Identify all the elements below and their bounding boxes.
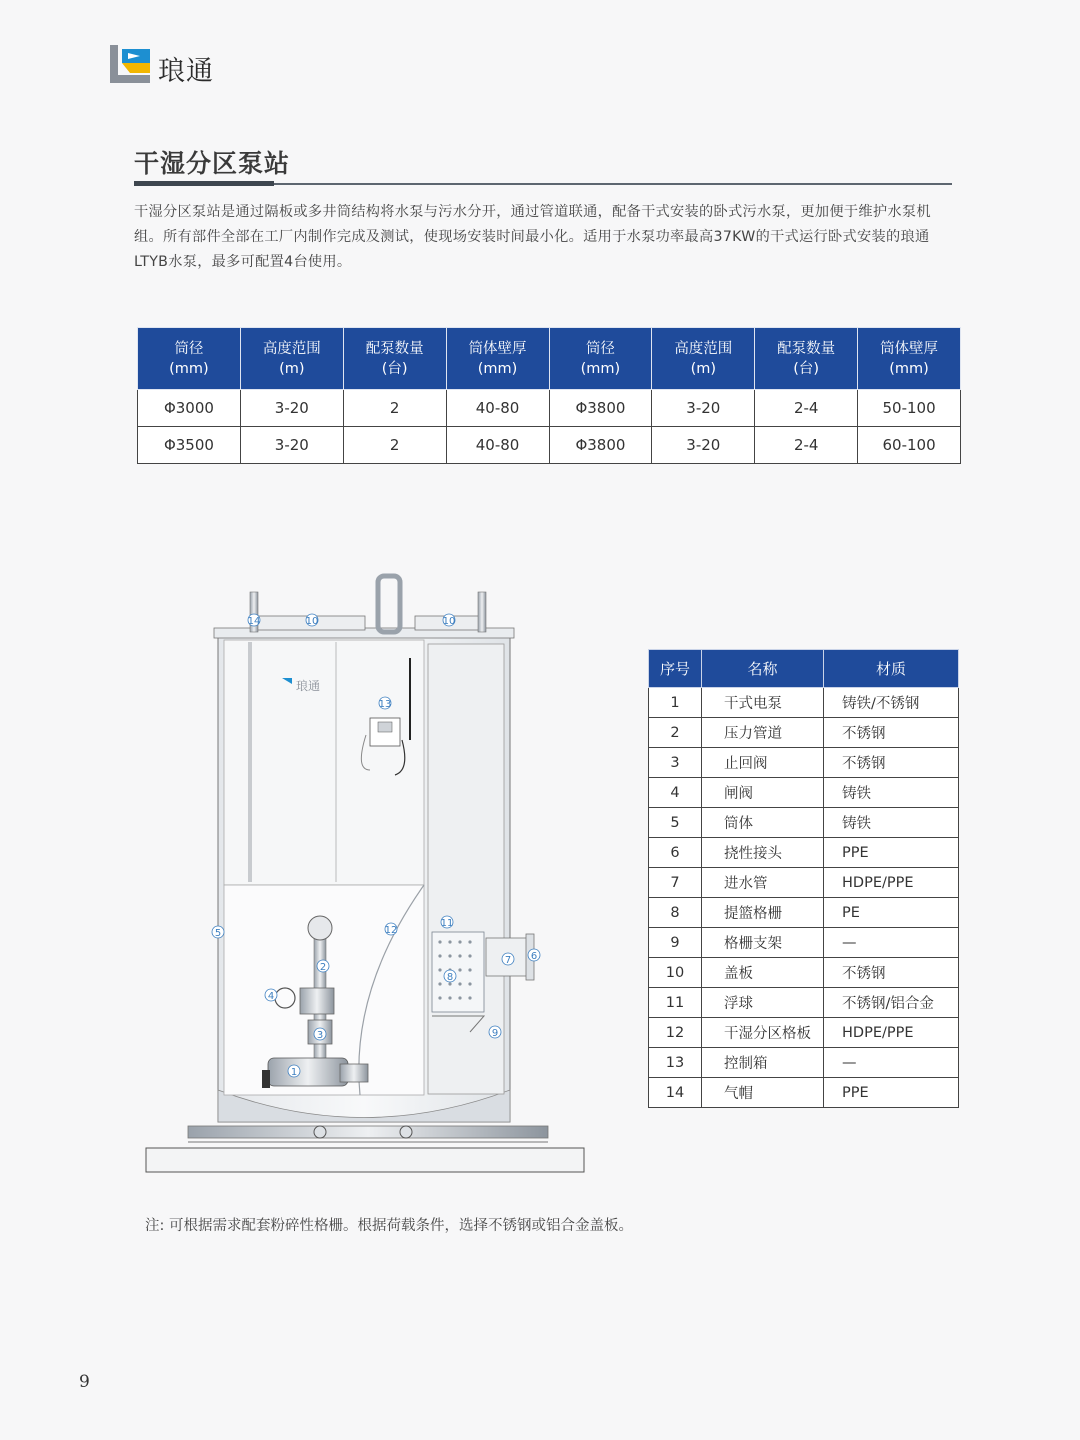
table-row xyxy=(649,1018,959,1048)
svg-text:2: 2 xyxy=(319,962,327,973)
spec-header-cell: 筒径 (mm) xyxy=(549,328,652,390)
brand-logo xyxy=(110,45,220,85)
table-cell: 铸铁/不锈钢 xyxy=(824,688,959,718)
page-title: 干湿分区泵站 xyxy=(134,149,291,178)
callout-11 xyxy=(441,916,454,929)
svg-text:3: 3 xyxy=(316,1030,324,1041)
table-cell: 50-100 xyxy=(858,390,961,427)
callout-10a xyxy=(306,614,319,627)
table-cell: 40-80 xyxy=(446,427,549,464)
spec-header-cell: 高度范围 (m) xyxy=(652,328,755,390)
spec-table xyxy=(137,327,961,464)
callout-10b xyxy=(443,614,456,627)
svg-text:9: 9 xyxy=(491,1028,499,1039)
table-cell: 进水管 xyxy=(702,868,824,898)
table-cell: 2 xyxy=(343,390,446,427)
table-cell: 气帽 xyxy=(702,1078,824,1108)
callout-12 xyxy=(385,923,398,936)
svg-text:5: 5 xyxy=(214,928,222,939)
svg-text:10: 10 xyxy=(442,616,456,627)
table-row xyxy=(649,808,959,838)
parts-table xyxy=(648,649,959,1108)
table-cell: PE xyxy=(824,898,959,928)
table-cell: 11 xyxy=(649,988,702,1018)
parts-table-header-row xyxy=(649,650,959,688)
table-cell: HDPE/PPE xyxy=(824,1018,959,1048)
table-cell: 3-20 xyxy=(652,427,755,464)
table-cell: Φ3000 xyxy=(138,390,241,427)
page-number: 9 xyxy=(79,1372,90,1392)
table-row xyxy=(649,688,959,718)
table-cell: 1 xyxy=(649,688,702,718)
svg-text:1: 1 xyxy=(290,1067,298,1078)
svg-text:14: 14 xyxy=(247,616,261,627)
table-cell: 9 xyxy=(649,928,702,958)
svg-text:7: 7 xyxy=(504,955,512,966)
table-cell: 不锈钢/铝合金 xyxy=(824,988,959,1018)
table-cell: 筒体 xyxy=(702,808,824,838)
table-row xyxy=(649,838,959,868)
table-cell: 闸阀 xyxy=(702,778,824,808)
table-cell: 7 xyxy=(649,868,702,898)
table-cell: 止回阀 xyxy=(702,748,824,778)
table-cell: 6 xyxy=(649,838,702,868)
brand-name: 琅通 xyxy=(158,56,214,87)
spec-header-cell: 配泵数量 (台) xyxy=(755,328,858,390)
svg-text:4: 4 xyxy=(267,991,275,1002)
title-divider-accent xyxy=(134,181,274,186)
table-cell: 2-4 xyxy=(755,427,858,464)
svg-text:6: 6 xyxy=(530,951,538,962)
table-cell: — xyxy=(824,1048,959,1078)
table-row xyxy=(649,958,959,988)
table-cell: 13 xyxy=(649,1048,702,1078)
brand-logo-icon xyxy=(110,45,150,83)
table-cell: 盖板 xyxy=(702,958,824,988)
table-cell: 浮球 xyxy=(702,988,824,1018)
table-cell: 4 xyxy=(649,778,702,808)
table-cell: 10 xyxy=(649,958,702,988)
table-cell: HDPE/PPE xyxy=(824,868,959,898)
table-cell: 2-4 xyxy=(755,390,858,427)
parts-header-cell: 名称 xyxy=(702,650,824,688)
table-cell: — xyxy=(824,928,959,958)
table-cell: 40-80 xyxy=(446,390,549,427)
svg-text:13: 13 xyxy=(378,699,392,710)
table-cell: 5 xyxy=(649,808,702,838)
table-cell: 铸铁 xyxy=(824,778,959,808)
svg-text:11: 11 xyxy=(440,918,454,929)
table-row xyxy=(649,988,959,1018)
table-cell: 2 xyxy=(649,718,702,748)
table-cell: 干湿分区格板 xyxy=(702,1018,824,1048)
table-row xyxy=(649,898,959,928)
table-row xyxy=(138,427,961,464)
table-cell: Φ3500 xyxy=(138,427,241,464)
table-cell: 3-20 xyxy=(240,427,343,464)
table-cell: 提篮格栅 xyxy=(702,898,824,928)
parts-header-cell: 序号 xyxy=(649,650,702,688)
table-cell: 不锈钢 xyxy=(824,718,959,748)
table-cell: 挠性接头 xyxy=(702,838,824,868)
table-cell: Φ3800 xyxy=(549,390,652,427)
table-row xyxy=(138,390,961,427)
table-cell: 格栅支架 xyxy=(702,928,824,958)
diagram-brand-label: 琅通 xyxy=(296,679,321,693)
table-row xyxy=(649,868,959,898)
table-cell: 60-100 xyxy=(858,427,961,464)
spec-header-cell: 配泵数量 (台) xyxy=(343,328,446,390)
spec-header-cell: 筒体壁厚 (mm) xyxy=(858,328,961,390)
table-cell: 不锈钢 xyxy=(824,748,959,778)
table-cell: PPE xyxy=(824,1078,959,1108)
table-cell: PPE xyxy=(824,838,959,868)
spec-table-header-row xyxy=(138,328,961,390)
table-cell: 12 xyxy=(649,1018,702,1048)
svg-text:10: 10 xyxy=(305,616,319,627)
table-cell: 干式电泵 xyxy=(702,688,824,718)
callout-13 xyxy=(379,697,392,710)
table-row xyxy=(649,748,959,778)
table-cell: 铸铁 xyxy=(824,808,959,838)
spec-header-cell: 筒径 (mm) xyxy=(138,328,241,390)
table-cell: 控制箱 xyxy=(702,1048,824,1078)
pump-station-diagram xyxy=(140,570,600,1180)
intro-paragraph: 干湿分区泵站是通过隔板或多井筒结构将水泵与污水分开，通过管道联通，配备干式安装的卧式污水泵，更加便于维护水泵机组。所有部件全部在工厂内制作完成及测试，使现场安装时间最小化。适用于水泵功率最高37KW的干式运行卧式安装的琅通LTYB水泵，最多可配置4台使用。 xyxy=(134,204,931,270)
svg-text:12: 12 xyxy=(384,925,398,936)
footnote: 注: 可根据需求配套粉碎性格栅。根据荷载条件，选择不锈钢或铝合金盖板。 xyxy=(145,1218,633,1234)
table-cell: 压力管道 xyxy=(702,718,824,748)
table-cell: 2 xyxy=(343,427,446,464)
table-row xyxy=(649,1048,959,1078)
table-cell: 不锈钢 xyxy=(824,958,959,988)
spec-header-cell: 高度范围 (m) xyxy=(240,328,343,390)
table-cell: 3-20 xyxy=(240,390,343,427)
table-cell: 8 xyxy=(649,898,702,928)
spec-header-cell: 筒体壁厚 (mm) xyxy=(446,328,549,390)
table-row xyxy=(649,928,959,958)
table-row xyxy=(649,718,959,748)
table-row xyxy=(649,1078,959,1108)
table-cell: Φ3800 xyxy=(549,427,652,464)
table-cell: 3-20 xyxy=(652,390,755,427)
table-cell: 3 xyxy=(649,748,702,778)
callout-14 xyxy=(248,614,261,627)
table-row xyxy=(649,778,959,808)
svg-text:8: 8 xyxy=(446,972,454,983)
parts-header-cell: 材质 xyxy=(824,650,959,688)
table-cell: 14 xyxy=(649,1078,702,1108)
